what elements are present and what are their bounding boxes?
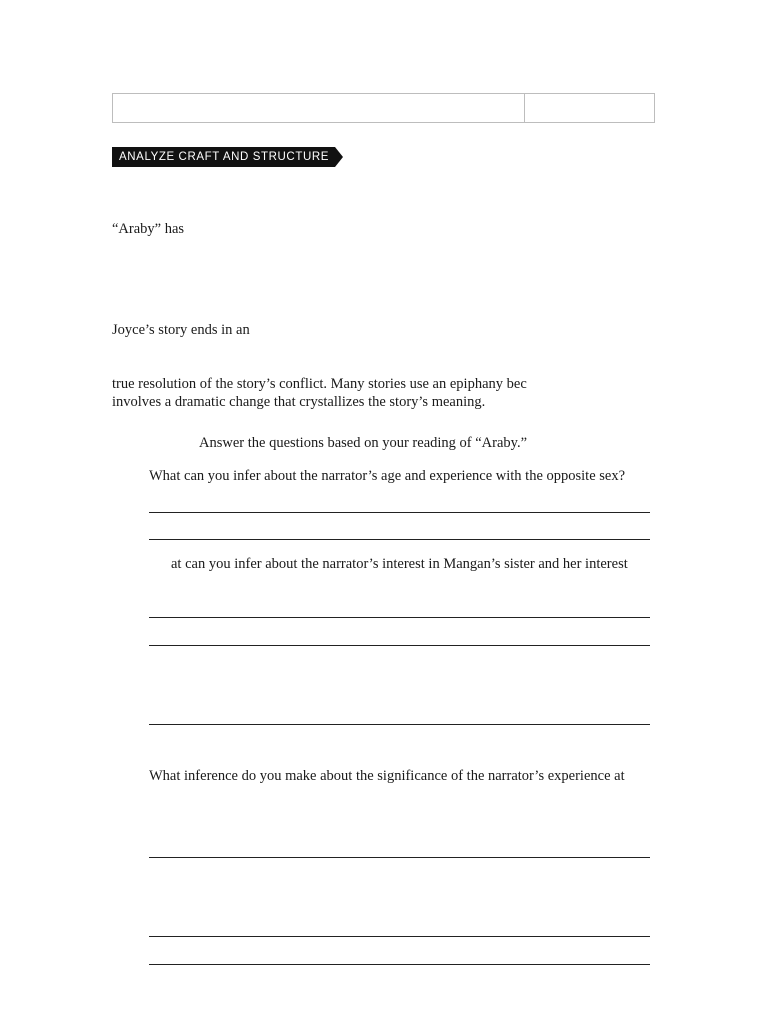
- intro-line-joyce: Joyce’s story ends in an: [112, 322, 250, 338]
- question-1: What can you infer about the narrator’s age and experience with the opposite sex?: [149, 468, 626, 484]
- section-banner: ANALYZE CRAFT AND STRUCTURE: [112, 147, 335, 167]
- answer-line-3a[interactable]: [149, 857, 650, 858]
- answer-line-2c[interactable]: [149, 724, 650, 725]
- answer-line-3b[interactable]: [149, 936, 650, 937]
- header-box-side-cell: [524, 94, 654, 122]
- header-box-main-cell: [113, 94, 524, 122]
- question-2: at can you infer about the narrator’s interest in Mangan’s sister and her interest: [171, 556, 628, 572]
- intro-line-resolution: true resolution of the story’s conflict. Many stories use an epiphany bec: [112, 376, 527, 392]
- answer-line-1a[interactable]: [149, 512, 650, 513]
- question-3: What inference do you make about the significance of the narrator’s experience at: [149, 768, 625, 784]
- answer-line-1b[interactable]: [149, 539, 650, 540]
- intro-line-araby: “Araby” has: [112, 221, 185, 237]
- answer-line-3c[interactable]: [149, 964, 650, 965]
- answer-line-2a[interactable]: [149, 617, 650, 618]
- banner-arrow-icon: [335, 147, 343, 167]
- intro-line-involves: involves a dramatic change that crystallizes the story’s meaning.: [112, 394, 486, 410]
- answer-line-2b[interactable]: [149, 645, 650, 646]
- instructions: Answer the questions based on your reading of “Araby.”: [199, 435, 528, 451]
- header-box: [112, 93, 655, 123]
